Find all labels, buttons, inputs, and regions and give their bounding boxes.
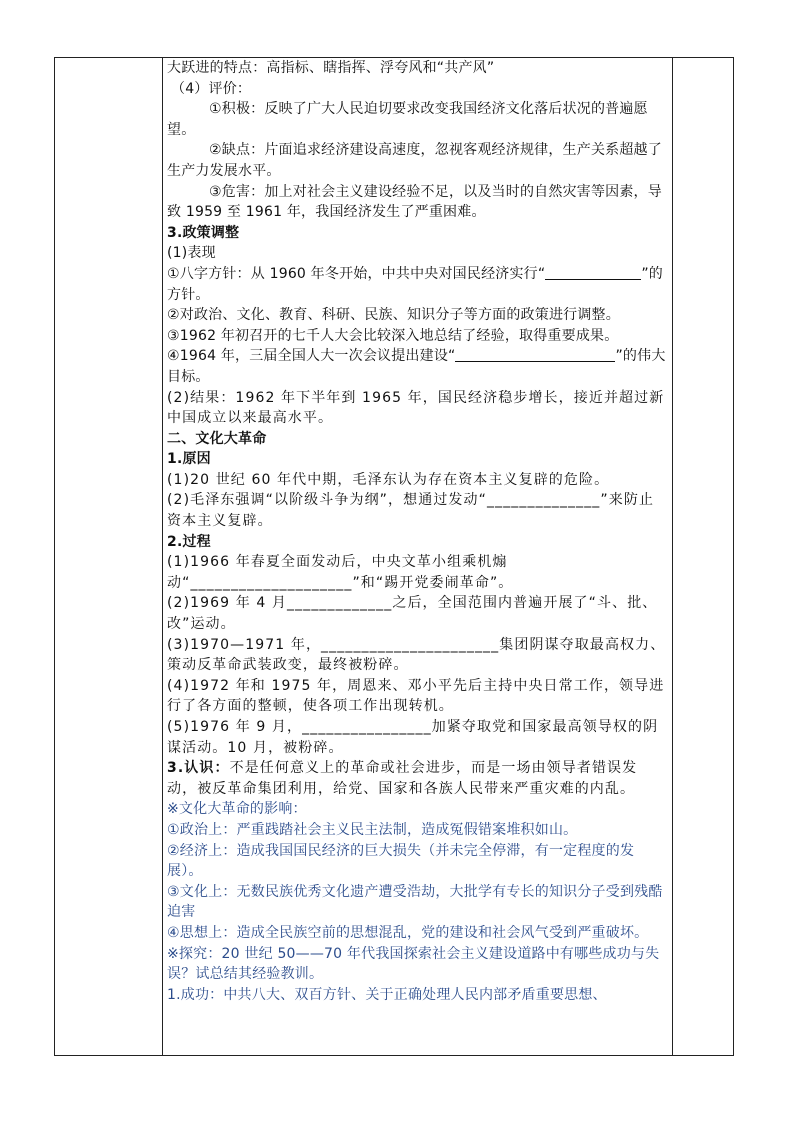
section-heading: 3.政策调整 [167,224,240,241]
blank-segment: ________________ [302,719,432,735]
text-segment: ”来防止资本主义复辟。 [167,492,655,530]
section-heading: 1.原因 [167,451,211,468]
text-segment: (2)1969 年 4 月 [167,595,288,612]
text-line [167,593,667,634]
blank-segment: ______________________ [321,636,500,653]
column-divider-left [162,58,163,1055]
text-line: (4)1972 年和 1975 年，周恩来、邓小平先后主持中央日常工作，领导进行了各方面的整顿，使各项工作出现转机。 [167,677,665,715]
content-cell [167,58,667,1005]
text-line: ③危害：加上对社会主义建设经验不足，以及当时的自然灾害等因素，导致 1959 至 1961 年，我国经济发生了严重困难。 [167,183,662,221]
text-segment: 不是任何意义上的革命或社会进步，而是一场由领导者错误发动，被反革命集团利用，给党、国家和各族人民带来严重灾难的内乱。 [167,760,638,797]
text-segment: (3)1970—1971 年， [167,636,322,653]
blank-underline [545,265,641,280]
table-frame [54,57,734,1056]
text-segment: ”的方针。 [167,265,663,303]
text-segment: ”的伟大目标。 [167,348,666,385]
text-segment: ①八字方针：从 1960 年冬开始，中共中央对国民经济实行“ [167,265,546,282]
text-line: (1)20 世纪 60 年代中期，毛泽东认为存在资本主义复辟的危险。 [167,471,610,488]
text-line: ④思想上：造成全民族空前的思想混乱，党的建设和社会风气受到严重破坏。 [167,924,649,941]
text-line: ※文化大革命的影响： [167,801,307,818]
text-line: 大跃进的特点：高指标、瞎指挥、浮夸风和“共产风” [167,60,495,76]
text-segment-bold: 3.认识： [167,760,230,777]
section-heading: 2.过程 [167,533,211,550]
text-line: ②经济上：造成我国国民经济的巨大损失（并未完全停滞，有一定程度的发展）。 [167,842,635,880]
text-line: (2)结果：1962 年下半年到 1965 年，国民经济稳步增长，接近并超过新中国成立以来最高水平。 [167,389,665,427]
text-line: ③文化上：无数民族优秀文化遗产遭受浩劫，大批学有专长的知识分子受到残酷迫害 [167,883,663,921]
text-line [167,717,667,758]
section-heading: 二、文化大革命 [167,430,267,447]
text-line [167,490,667,531]
text-line [167,264,667,305]
text-line: 1.成功：中共八大、双百方针、关于正确处理人民内部矛盾重要思想、 [167,986,607,1003]
text-line: ※探究：20 世纪 50——70 年代我国探索社会主义建设道路中有哪些成功与失误？试总结其经验教训。 [167,945,660,983]
blank-segment: ____________________ [190,574,353,591]
text-line [167,552,667,593]
text-line [167,635,667,676]
text-line: ①政治上：严重践踏社会主义民主法制，造成冤假错案堆积如山。 [167,821,578,838]
text-line: （4）评价： [171,80,252,97]
blank-segment: _____________ [287,595,393,612]
column-divider-right [672,58,673,1055]
text-line: ②缺点：片面追求经济建设高速度，忽视客观经济规律，生产关系超越了生产力发展水平。 [167,142,662,179]
text-segment: (1)1966 年春夏全面发动后，中央文革小组乘机煽动“ [167,554,508,591]
text-line: ①积极：反映了广大人民迫切要求改变我国经济文化落后状况的普遍愿望。 [167,101,648,138]
text-line [167,758,667,799]
text-line: (1)表现 [167,245,216,262]
blank-segment: ______________ [487,492,601,509]
text-segment: 集团阴谋夺取最高权力、策动反革命武装政变，最终被粉碎。 [167,636,666,674]
text-segment: (5)1976 年 9 月， [167,719,303,735]
text-segment: ②对政治、文化、教育、科研、民族、知识分子等方面的政策进行调整。③1962 年初召开的七千人大会比较深入地总结了经验，取得重要成果。④1964 年，三届全国人大一次会议提出建设“ [167,307,620,365]
text-line [167,305,667,387]
blank-underline [455,347,615,362]
text-segment: ”和“踢开党委闹革命”。 [352,574,514,591]
text-segment: 之后，全国范围内普遍开展了“斗、批、改”运动。 [167,595,658,633]
text-segment: (2)毛泽东强调“以阶级斗争为纲”，想通过发动“ [167,492,487,509]
text-segment: 加紧夺取党和国家最高领导权的阴谋活动。10 月，被粉碎。 [167,719,659,756]
